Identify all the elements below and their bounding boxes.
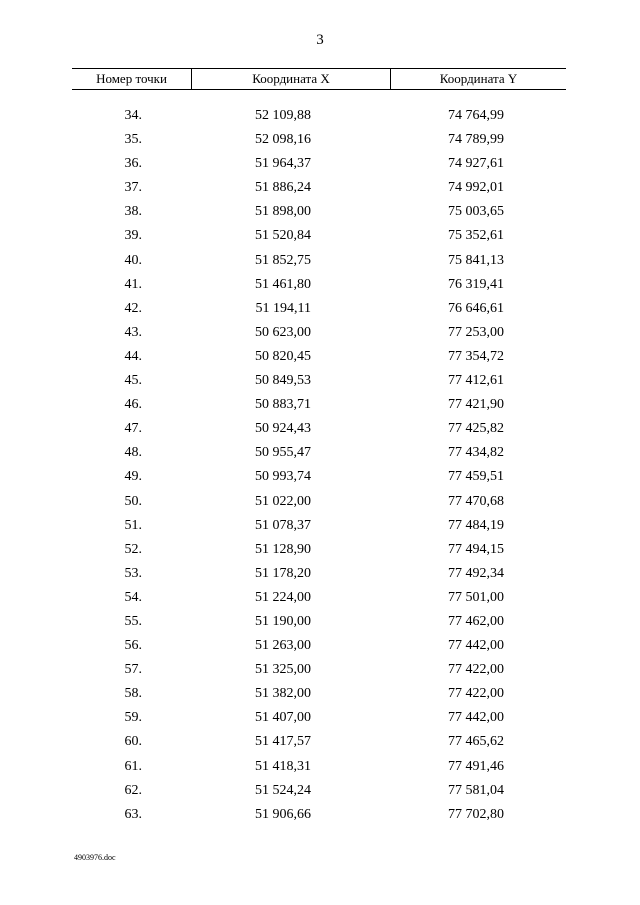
coordinate-y: 77 421,90	[448, 397, 504, 413]
coordinate-y: 77 492,34	[448, 565, 504, 581]
point-number: 51.	[124, 517, 142, 533]
table-row	[72, 562, 566, 586]
point-number: 54.	[124, 589, 142, 605]
coordinate-x: 51 382,00	[255, 686, 311, 702]
table-row	[72, 441, 566, 465]
point-number: 61.	[124, 758, 142, 774]
point-number: 37.	[124, 180, 142, 196]
point-number: 34.	[124, 108, 142, 123]
coordinate-x: 51 886,24	[255, 180, 311, 196]
point-number: 56.	[124, 638, 142, 654]
coordinate-x: 50 955,47	[255, 445, 311, 461]
header-point-number: Номер точки	[96, 71, 167, 86]
point-number: 48.	[124, 445, 142, 461]
coordinate-x: 50 623,00	[255, 324, 311, 340]
coordinate-y: 77 470,68	[448, 493, 504, 509]
coordinate-y: 77 702,80	[448, 806, 504, 822]
table-row	[72, 345, 566, 369]
table-row	[72, 514, 566, 538]
table-row	[72, 586, 566, 610]
coordinate-y: 77 494,15	[448, 541, 504, 557]
table-row	[72, 128, 566, 152]
coordinate-y: 77 459,51	[448, 469, 504, 485]
coordinate-x: 51 520,84	[255, 228, 311, 244]
table-row	[72, 200, 566, 224]
table-row	[72, 321, 566, 345]
table-row	[72, 249, 566, 273]
table-row	[72, 465, 566, 489]
point-number: 60.	[124, 734, 142, 750]
coordinate-x: 51 906,66	[255, 806, 311, 822]
coordinate-x: 51 524,24	[255, 782, 311, 798]
table-row	[72, 176, 566, 200]
coordinate-y: 77 434,82	[448, 445, 504, 461]
coordinate-y: 77 442,00	[448, 638, 504, 654]
coordinate-x: 50 993,74	[255, 469, 311, 485]
table-row	[72, 658, 566, 682]
header-coordinate-x: Координата X	[191, 69, 391, 89]
table-row	[72, 730, 566, 754]
point-number: 59.	[124, 710, 142, 726]
point-number: 42.	[124, 300, 142, 316]
coordinate-y: 77 422,00	[448, 662, 504, 678]
coordinate-x: 50 849,53	[255, 373, 311, 389]
point-number: 35.	[124, 132, 142, 148]
coordinate-x: 51 418,31	[255, 758, 311, 774]
coordinate-x: 52 098,16	[255, 132, 311, 148]
coordinate-x: 52 109,88	[255, 108, 311, 123]
coordinate-y: 77 581,04	[448, 782, 504, 798]
table-row	[72, 393, 566, 417]
coordinate-y: 75 003,65	[448, 204, 504, 220]
coordinate-x: 51 964,37	[255, 156, 311, 172]
coordinate-y: 75 841,13	[448, 252, 504, 268]
point-number: 58.	[124, 686, 142, 702]
point-number: 53.	[124, 565, 142, 581]
point-number: 39.	[124, 228, 142, 244]
coordinate-y: 77 462,00	[448, 613, 504, 629]
table-row	[72, 273, 566, 297]
point-number: 40.	[124, 252, 142, 268]
coordinate-x: 51 190,00	[255, 613, 311, 629]
coordinate-y: 77 412,61	[448, 373, 504, 389]
coordinate-x: 51 263,00	[255, 638, 311, 654]
table-row	[72, 779, 566, 803]
header-coordinate-y: Координата Y	[439, 71, 518, 86]
coordinate-x: 50 820,45	[255, 348, 311, 364]
point-number: 55.	[124, 613, 142, 629]
coordinate-x: 51 194,11	[255, 300, 311, 316]
table-row	[72, 755, 566, 779]
coordinate-x: 51 898,00	[255, 204, 311, 220]
table-row	[72, 634, 566, 658]
table-row	[72, 610, 566, 634]
coordinate-x: 51 224,00	[255, 589, 311, 605]
table-row	[72, 538, 566, 562]
point-number: 62.	[124, 782, 142, 798]
coordinate-y: 77 465,62	[448, 734, 504, 750]
page-number: 3	[316, 32, 324, 48]
coordinates-table	[72, 68, 566, 827]
table-row	[72, 297, 566, 321]
point-number: 45.	[124, 373, 142, 389]
coordinate-y: 77 253,00	[448, 324, 504, 340]
coordinate-y: 77 425,82	[448, 421, 504, 437]
coordinate-y: 74 764,99	[448, 108, 504, 123]
table-row	[72, 417, 566, 441]
coordinate-y: 77 354,72	[448, 348, 504, 364]
coordinate-x: 50 924,43	[255, 421, 311, 437]
coordinate-y: 77 484,19	[448, 517, 504, 533]
table-row	[72, 803, 566, 827]
coordinate-y: 74 927,61	[448, 156, 504, 172]
point-number: 46.	[124, 397, 142, 413]
table-row	[72, 490, 566, 514]
coordinate-x: 51 461,80	[255, 276, 311, 292]
table-body	[72, 104, 566, 827]
table-row	[72, 682, 566, 706]
coordinate-y: 76 319,41	[448, 276, 504, 292]
coordinate-y: 74 789,99	[448, 132, 504, 148]
point-number: 38.	[124, 204, 142, 220]
point-number: 57.	[124, 662, 142, 678]
point-number: 41.	[124, 276, 142, 292]
coordinate-x: 51 852,75	[255, 252, 311, 268]
coordinate-y: 77 442,00	[448, 710, 504, 726]
point-number: 44.	[124, 348, 142, 364]
point-number: 47.	[124, 421, 142, 437]
coordinate-x: 51 407,00	[255, 710, 311, 726]
coordinate-y: 75 352,61	[448, 228, 504, 244]
coordinate-x: 51 078,37	[255, 517, 311, 533]
table-row	[72, 224, 566, 248]
point-number: 63.	[124, 806, 142, 822]
coordinate-x: 51 325,00	[255, 662, 311, 678]
coordinate-y: 77 422,00	[448, 686, 504, 702]
table-row	[72, 104, 566, 128]
table-row	[72, 369, 566, 393]
coordinate-y: 74 992,01	[448, 180, 504, 196]
coordinate-x: 51 417,57	[255, 734, 311, 750]
coordinate-y: 76 646,61	[448, 300, 504, 316]
point-number: 50.	[124, 493, 142, 509]
table-header	[72, 68, 566, 90]
point-number: 36.	[124, 156, 142, 172]
footer-filename: 4903976.doc	[74, 853, 116, 862]
table-row	[72, 706, 566, 730]
coordinate-y: 77 491,46	[448, 758, 504, 774]
table-row	[72, 152, 566, 176]
point-number: 49.	[124, 469, 142, 485]
coordinate-y: 77 501,00	[448, 589, 504, 605]
point-number: 52.	[124, 541, 142, 557]
coordinate-x: 50 883,71	[255, 397, 311, 413]
coordinate-x: 51 128,90	[255, 541, 311, 557]
coordinate-x: 51 178,20	[255, 565, 311, 581]
point-number: 43.	[124, 324, 142, 340]
coordinate-x: 51 022,00	[255, 493, 311, 509]
